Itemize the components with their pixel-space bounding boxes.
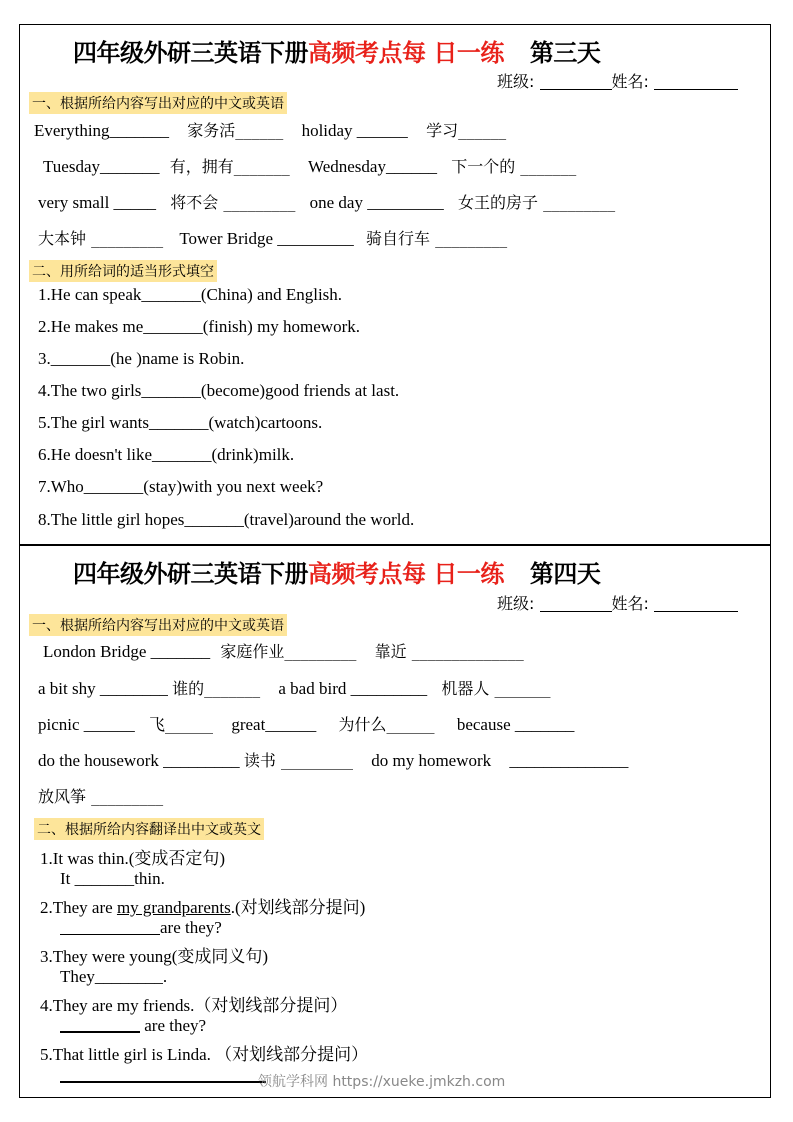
list-item: one day _________ bbox=[309, 193, 444, 212]
day4-q3: 3.They were young(变成同义句) bbox=[40, 947, 269, 966]
day3-class-label: 班级: bbox=[497, 72, 535, 91]
day4-q4-answer-line bbox=[60, 1016, 206, 1036]
day4-q2-answer-blank[interactable] bbox=[60, 919, 160, 935]
day3-s2-item-6: 6.He doesn't like_______(drink)milk. bbox=[38, 445, 295, 464]
day4-class-name-line bbox=[497, 591, 738, 614]
day4-s1-row-2 bbox=[38, 676, 550, 699]
list-item: ______________ bbox=[509, 751, 629, 770]
day4-name-label: 姓名: bbox=[611, 594, 649, 613]
day4-title-black: 四年级外研三英语下册 bbox=[73, 560, 308, 588]
day4-s1-row-1 bbox=[43, 639, 524, 662]
day4-q2-answer-line bbox=[60, 918, 222, 938]
day4-q3-answer: They________. bbox=[60, 967, 168, 986]
list-item: 学习______ bbox=[426, 121, 507, 140]
list-item: 下一个的 _______ bbox=[451, 157, 577, 176]
day3-s2-item-3: 3._______(he )name is Robin. bbox=[38, 349, 245, 368]
list-item: holiday ______ bbox=[301, 121, 408, 140]
list-item: picnic ______ bbox=[38, 715, 135, 734]
list-item: very small _____ bbox=[38, 193, 157, 212]
day3-title-black: 四年级外研三英语下册 bbox=[73, 39, 308, 67]
day3-s2-item-8: 8.The little girl hopes_______(travel)around the world. bbox=[38, 510, 415, 529]
day4-q5-answer-line bbox=[60, 1066, 266, 1086]
day4-s1-row-4 bbox=[38, 748, 628, 771]
day4-title-red: 高频考点每 日一练 bbox=[308, 560, 504, 588]
list-item: Wednesday______ bbox=[308, 157, 437, 176]
list-item: 家庭作业_________ bbox=[220, 642, 357, 661]
list-item: do my homework bbox=[371, 751, 492, 770]
day4-q2-answer: are they? bbox=[160, 918, 222, 937]
day4-q2-prefix: 2.They are bbox=[40, 898, 117, 917]
day3-name-label: 姓名: bbox=[611, 72, 649, 91]
day3-s2-item-7: 7.Who_______(stay)with you next week? bbox=[38, 477, 324, 496]
day4-q2-underlined: my grandparents bbox=[116, 898, 231, 917]
day4-q1: 1.It was thin.(变成否定句) bbox=[40, 849, 226, 868]
day3-title bbox=[73, 33, 600, 68]
day4-section2-title: 二、根据所给内容翻译出中文或英文 bbox=[34, 818, 264, 840]
day4-q2-suffix: .(对划线部分提问) bbox=[230, 898, 366, 917]
list-item: Tuesday_______ bbox=[43, 157, 160, 176]
list-item: 靠近 ______________ bbox=[374, 642, 524, 661]
list-item: Tower Bridge _________ bbox=[179, 229, 354, 248]
day3-name-blank[interactable] bbox=[654, 73, 738, 90]
day3-s1-row-4 bbox=[38, 226, 507, 249]
day4-q4-answer: are they? bbox=[144, 1016, 207, 1035]
list-item: 为什么______ bbox=[338, 715, 435, 734]
list-item: 有，拥有_______ bbox=[169, 157, 290, 176]
list-item: 放风筝 _________ bbox=[38, 787, 164, 806]
list-item: 女王的房子 _________ bbox=[457, 193, 616, 212]
day3-class-name-line bbox=[497, 69, 738, 92]
day4-q1-answer: It _______thin. bbox=[60, 869, 165, 888]
list-item: because _______ bbox=[456, 715, 575, 734]
list-item: 骑自行车 _________ bbox=[366, 229, 508, 248]
list-item: 飞______ bbox=[149, 715, 214, 734]
day4-q5-answer-blank[interactable] bbox=[60, 1066, 266, 1083]
day3-s2-item-2: 2.He makes me_______(finish) my homework. bbox=[38, 317, 360, 336]
list-item: great______ bbox=[231, 715, 317, 734]
list-item: Everything_______ bbox=[34, 121, 170, 140]
list-item: 家务活______ bbox=[187, 121, 284, 140]
day3-s1-row-2 bbox=[43, 154, 576, 177]
list-item: a bit shy ________ bbox=[38, 679, 168, 698]
list-item: 大本钟 _________ bbox=[38, 229, 164, 248]
day4-q4-answer-blank[interactable] bbox=[60, 1016, 140, 1033]
day4-q2 bbox=[40, 893, 365, 918]
day4-s1-row-3 bbox=[38, 712, 574, 735]
day3-s2-item-1: 1.He can speak_______(China) and English. bbox=[38, 285, 343, 304]
day4-section1-title: 一、根据所给内容写出对应的中文或英语 bbox=[29, 614, 287, 636]
list-item: do the housework _________ bbox=[38, 751, 240, 770]
day3-title-red: 高频考点每 日一练 bbox=[308, 39, 504, 67]
list-item: 将不会 _________ bbox=[170, 193, 296, 212]
day4-class-blank[interactable] bbox=[540, 595, 612, 612]
day3-class-blank[interactable] bbox=[540, 73, 612, 90]
day3-day-label: 第三天 bbox=[529, 39, 601, 67]
list-item: London Bridge _______ bbox=[43, 642, 211, 661]
day3-section2-title: 二、用所给词的适当形式填空 bbox=[29, 260, 217, 282]
day4-s1-row-5 bbox=[38, 784, 163, 807]
day3-s2-item-4: 4.The two girls_______(become)good friends at last. bbox=[38, 381, 400, 400]
day4-title bbox=[73, 554, 600, 589]
day3-s2-item-5: 5.The girl wants_______(watch)cartoons. bbox=[38, 413, 323, 432]
list-item: 读书 _________ bbox=[243, 751, 353, 770]
day4-q4: 4.They are my friends.（对划线部分提问） bbox=[40, 996, 348, 1015]
day4-class-label: 班级: bbox=[497, 594, 535, 613]
list-item: a bad bird _________ bbox=[278, 679, 428, 698]
day3-s1-row-1 bbox=[34, 118, 506, 141]
day3-section1-title: 一、根据所给内容写出对应的中文或英语 bbox=[29, 92, 287, 114]
day3-s1-row-3 bbox=[38, 190, 615, 213]
day4-q5: 5.That little girl is Linda. （对划线部分提问） bbox=[40, 1045, 369, 1064]
list-item: 谁的_______ bbox=[172, 679, 261, 698]
list-item: 机器人 _______ bbox=[441, 679, 551, 698]
watermark: 领航学科网 https://xueke.jmkzh.com bbox=[258, 1074, 506, 1090]
day4-name-blank[interactable] bbox=[654, 595, 738, 612]
day4-day-label: 第四天 bbox=[529, 560, 601, 588]
